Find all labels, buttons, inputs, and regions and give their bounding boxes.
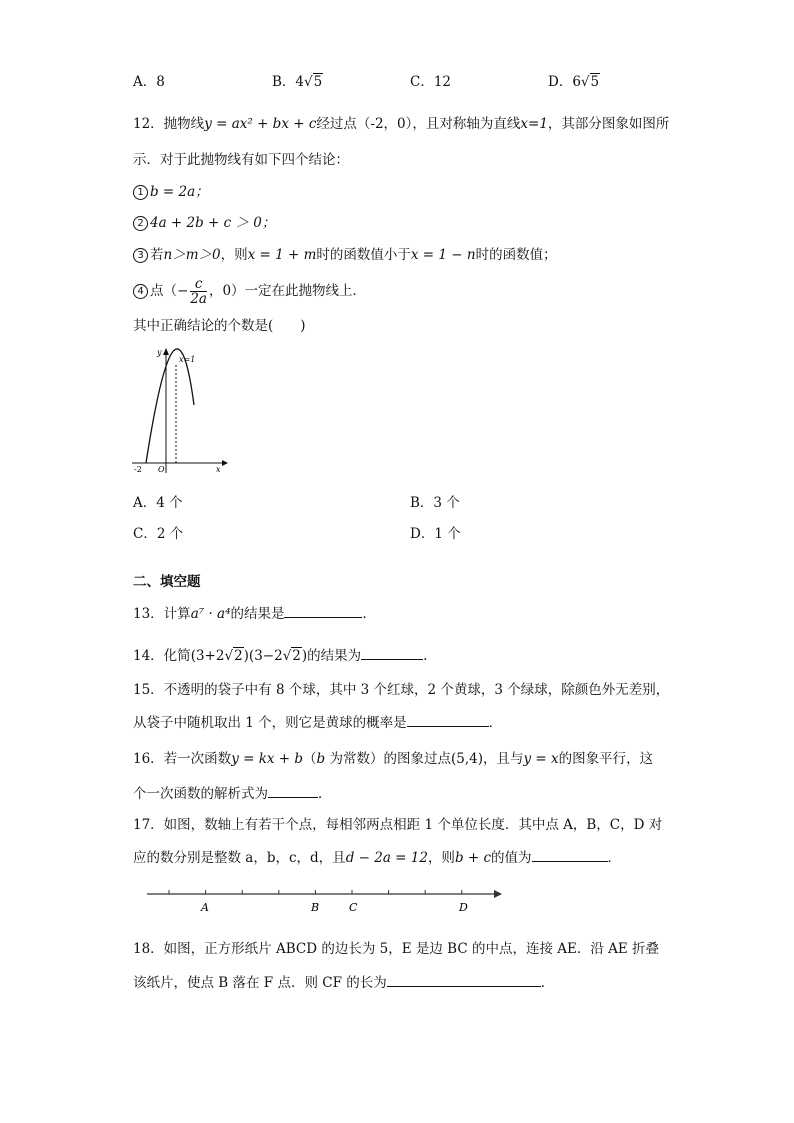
q14: 14．化简(3+2√2)(3−2√2)的结果为 .	[133, 645, 427, 666]
neg-two-label: -2	[134, 465, 142, 474]
q11-option-c: C．12	[410, 74, 452, 90]
y-axis-arrow	[163, 348, 169, 355]
y-axis-label: y	[157, 348, 162, 357]
q11-option-a: A．8	[133, 74, 165, 90]
q12-line2: 示．对于此抛物线有如下四个结论：	[133, 152, 349, 168]
q11-option-b: B．4√5	[272, 74, 323, 90]
q17-line2: 应的数分别是整数 a，b，c，d，且d − 2a = 12，则b + c的值为 ．	[133, 847, 621, 868]
q12-statement-1: 1 b = 2a；	[133, 182, 209, 202]
q17-answer-blank[interactable]	[532, 847, 608, 862]
section-title: 二、填空题	[133, 574, 201, 590]
q12-statement-3: 3 若n＞m＞0，则x = 1 + m时的函数值小于x = 1 − n时的函数值；	[133, 245, 557, 265]
q12-option-c: C．2 个	[133, 526, 184, 542]
q15-line2: 从袋子中随机取出 1 个，则它是黄球的概率是 ．	[133, 712, 502, 733]
q11-option-d: D．6√5	[548, 74, 600, 90]
symmetry-axis-label: x=1	[179, 355, 196, 364]
parabola-curve	[146, 349, 194, 463]
q13-answer-blank[interactable]	[284, 603, 362, 618]
q18-line1: 18．如图，正方形纸片 ABCD 的边长为 5，E 是边 BC 的中点，连接 AE．沿 AE 折叠	[133, 941, 660, 957]
point-d-label: D	[459, 901, 468, 914]
q12-option-d: D．1 个	[410, 526, 461, 542]
point-a-label: A	[201, 901, 209, 914]
q15-line1: 15．不透明的袋子中有 8 个球，其中 3 个红球，2 个黄球，3 个绿球，除颜色外无差别，	[133, 682, 670, 698]
q12-line1: 12．抛物线y = ax² + bx + c经过点（-2，0），且对称轴为直线x=1，其部分图象如图所	[133, 116, 670, 132]
q12-option-b: B．3 个	[410, 495, 460, 511]
q12-statement-2: 2 4a + 2b + c ＞ 0；	[133, 213, 275, 233]
fraction-c-over-2a: $\frac{c}{2a}$	[190, 276, 207, 307]
x-axis-arrow	[222, 460, 228, 466]
number-line	[145, 884, 505, 916]
q16-answer-blank[interactable]	[268, 783, 318, 798]
origin-label: O	[158, 465, 165, 474]
parabola-graph	[130, 345, 230, 475]
q18-line2: 该纸片，使点 B 落在 F 点．则 CF 的长为 ．	[133, 972, 554, 993]
q12-prompt: 其中正确结论的个数是( )	[133, 318, 306, 334]
q14-answer-blank[interactable]	[361, 645, 423, 660]
q12-statement-4: 4 点（− $\frac{c}{2a}$ ，0）一定在此抛物线上．	[133, 274, 366, 308]
number-line-arrow	[494, 890, 502, 898]
point-c-label: C	[349, 901, 358, 914]
q16-line2: 个一次函数的解析式为 ．	[133, 783, 332, 804]
q16-line1: 16．若一次函数y = kx + b（b 为常数）的图象过点(5,4)，且与y = x的图象平行，这	[133, 751, 654, 767]
q15-answer-blank[interactable]	[407, 712, 489, 727]
q17-line1: 17．如图，数轴上有若干个点，每相邻两点相距 1 个单位长度．其中点 A，B，C，D 对	[133, 817, 663, 833]
x-axis-label: x	[216, 465, 221, 474]
q18-answer-blank[interactable]	[387, 972, 541, 987]
q13: 13．计算a⁷ · a⁴的结果是 ．	[133, 603, 376, 624]
q12-option-a: A．4 个	[133, 495, 183, 511]
point-b-label: B	[311, 901, 320, 914]
